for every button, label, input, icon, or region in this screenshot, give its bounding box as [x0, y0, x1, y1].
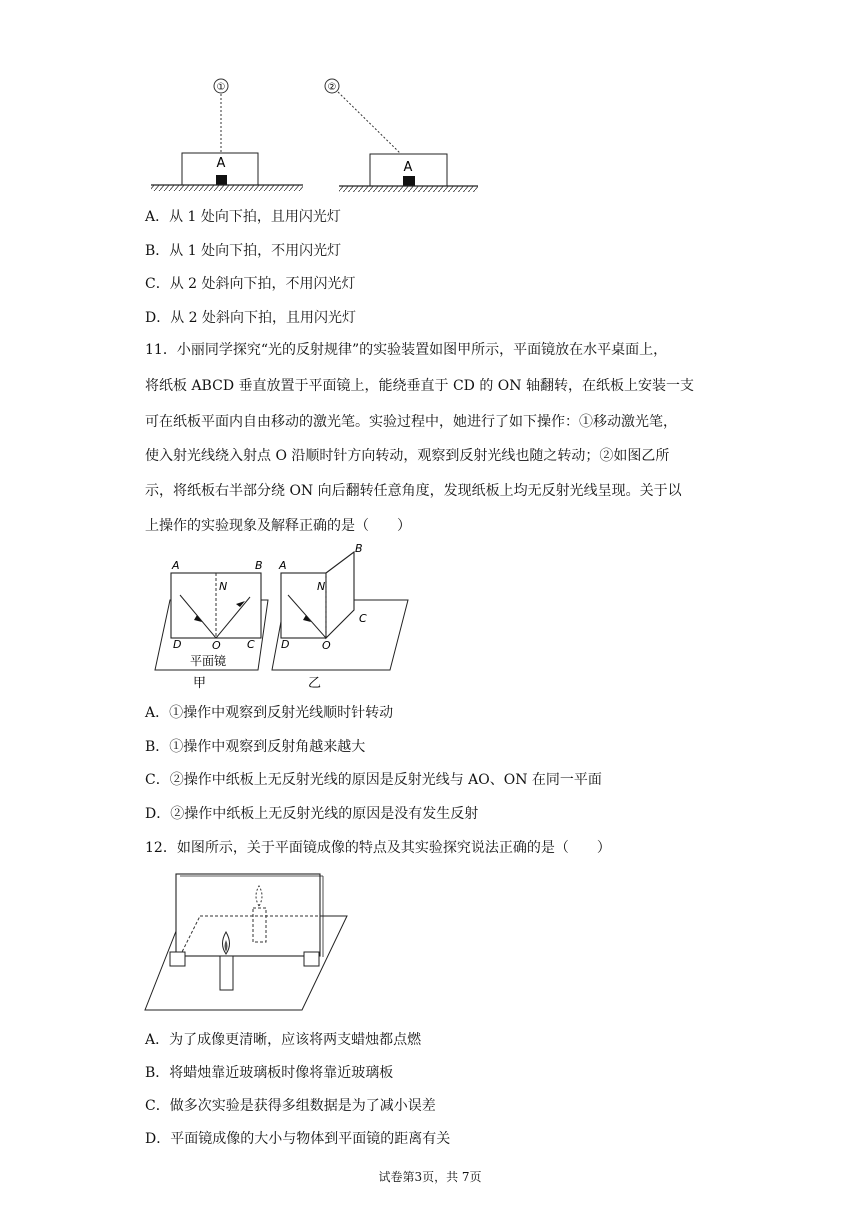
q11-stem-line-5: 示，将纸板右半部分绕 ON 向后翻转任意角度，发现纸板上均无反射光线呈现。关于以	[145, 483, 682, 499]
q11-option-b: B．①操作中观察到反射角越来越大	[145, 739, 366, 755]
jia-label-a: A	[172, 559, 180, 572]
jia-mirror-label: 平面镜	[190, 654, 227, 668]
yi-label-c: C	[359, 612, 367, 625]
box-2-label: A	[403, 160, 413, 175]
yi-label-b: B	[355, 542, 363, 555]
q12-stem: 12．如图所示，关于平面镜成像的特点及其实验探究说法正确的是（ ）	[145, 840, 611, 856]
q11-stem-line-4: 使入射光线绕入射点 O 沿顺时针方向转动，观察到反射光线也随之转动；②如图乙所	[145, 448, 670, 464]
yi-label-d: D	[281, 638, 290, 651]
yi-label-a: A	[279, 559, 287, 572]
marker-1-text: ①	[216, 82, 226, 93]
q10-figure	[145, 70, 490, 195]
yi-caption: 乙	[308, 676, 322, 690]
q11-stem-line-2: 将纸板 ABCD 垂直放置于平面镜上，能绕垂直于 CD 的 ON 轴翻转，在纸板上安装一支	[145, 378, 694, 394]
jia-label-d: D	[173, 638, 182, 651]
q11-option-d: D．②操作中纸板上无反射光线的原因是没有发生反射	[145, 806, 479, 822]
q12-figure	[140, 868, 355, 1018]
q11-stem-line-1: 11．小丽同学探究“光的反射规律”的实验装置如图甲所示，平面镜放在水平桌面上，	[145, 342, 668, 358]
yi-label-n: N	[317, 580, 326, 593]
q12-option-a: A．为了成像更清晰，应该将两支蜡烛都点燃	[145, 1032, 422, 1048]
q11-figure	[150, 540, 420, 690]
jia-label-n: N	[219, 580, 228, 593]
q11-option-a: A．①操作中观察到反射光线顺时针转动	[145, 705, 394, 721]
figure-yi	[272, 542, 408, 690]
q10-option-d: D．从 2 处斜向下拍，且用闪光灯	[145, 310, 357, 326]
yi-label-o: O	[322, 639, 331, 652]
jia-label-o: O	[212, 639, 221, 652]
q10-option-b: B．从 1 处向下拍，不用闪光灯	[145, 243, 342, 259]
box-1-label: A	[216, 156, 226, 171]
q11-stem-line-6: 上操作的实验现象及解释正确的是（ ）	[145, 518, 411, 534]
position-1-marker	[214, 79, 228, 93]
q10-option-c: C．从 2 处斜向下拍，不用闪光灯	[145, 276, 356, 292]
page-footer: 试卷第3页，共 7页	[378, 1170, 482, 1184]
q12-option-b: B．将蜡烛靠近玻璃板时像将靠近玻璃板	[145, 1065, 394, 1081]
q12-option-d: D．平面镜成像的大小与物体到平面镜的距离有关	[145, 1131, 451, 1147]
q12-option-c: C．做多次实验是获得多组数据是为了减小误差	[145, 1098, 436, 1114]
marker-2-text: ②	[327, 82, 337, 93]
position-2-marker	[325, 79, 339, 93]
q11-option-c: C．②操作中纸板上无反射光线的原因是反射光线与 AO、ON 在同一平面	[145, 772, 602, 788]
q10-option-a: A．从 1 处向下拍，且用闪光灯	[145, 209, 341, 225]
q11-stem-line-3: 可在纸板平面内自由移动的激光笔。实验过程中，她进行了如下操作：①移动激光笔，	[145, 414, 677, 430]
figure-jia	[155, 559, 268, 690]
jia-label-c: C	[247, 638, 255, 651]
jia-label-b: B	[255, 559, 263, 572]
jia-caption: 甲	[193, 676, 207, 690]
